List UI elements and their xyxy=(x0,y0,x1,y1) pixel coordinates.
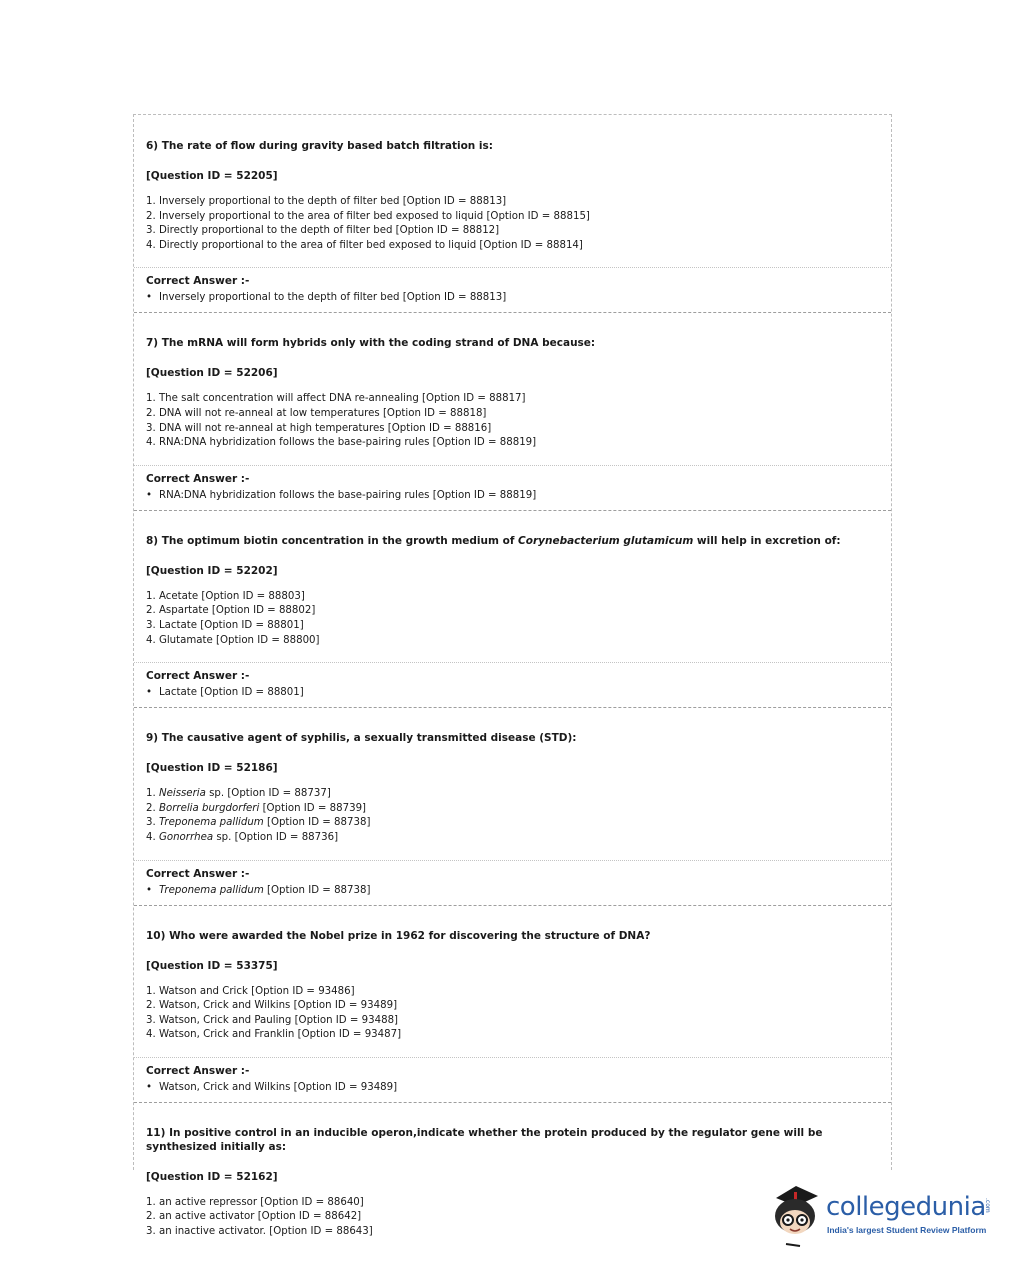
bullet-icon: • xyxy=(146,1081,153,1093)
option-list xyxy=(146,392,879,450)
correct-answer xyxy=(146,884,879,898)
option-item xyxy=(146,787,879,802)
option-item: 2. an active activator [Option ID = 88642] xyxy=(146,1211,362,1223)
species-name: Treponema pallidum xyxy=(159,884,264,896)
question-title: 11) In positive control in an inducible operon,indicate whether the protein produced by the regulator gene will be synthesized initially as: xyxy=(146,1126,823,1153)
species-name: Gonorrhea xyxy=(158,831,214,843)
option-number: 4. xyxy=(146,831,159,843)
bullet-icon: • xyxy=(146,489,153,501)
option-item xyxy=(146,831,879,846)
question-title: 10) Who were awarded the Nobel prize in 1962 for discovering the structure of DNA? xyxy=(146,929,651,942)
option-list xyxy=(146,787,879,845)
collegedunia-logo xyxy=(766,1178,996,1248)
option-item: 2. Aspartate [Option ID = 88802] xyxy=(146,605,316,617)
correct-answer-text: Inversely proportional to the depth of filter bed [Option ID = 88813] xyxy=(159,292,507,304)
logo-domain: .com xyxy=(984,1198,991,1213)
option-item: 3. Lactate [Option ID = 88801] xyxy=(146,619,304,631)
option-item: 3. an inactive activator. [Option ID = 88643] xyxy=(146,1226,373,1238)
question-id: [Question ID = 52205] xyxy=(146,170,278,182)
correct-answer-section xyxy=(134,267,891,312)
correct-answer-text: Lactate [Option ID = 88801] xyxy=(159,687,304,699)
question-title: 7) The mRNA will form hybrids only with the coding strand of DNA because: xyxy=(146,337,596,350)
question-block xyxy=(134,115,891,313)
option-text: [Option ID = 88738] xyxy=(263,817,371,829)
correct-answer-label: Correct Answer :- xyxy=(146,472,250,485)
question-block xyxy=(134,313,891,510)
correct-answer-label: Correct Answer :- xyxy=(146,1064,250,1077)
option-item xyxy=(146,802,879,817)
question-title: 6) The rate of flow during gravity based batch filtration is: xyxy=(146,140,493,152)
correct-answer-section xyxy=(134,860,891,905)
correct-answer-section xyxy=(134,662,891,707)
correct-answer-label: Correct Answer :- xyxy=(146,867,250,880)
question-block xyxy=(134,511,891,708)
option-item: 2. Watson, Crick and Wilkins [Option ID = 93489] xyxy=(146,1000,398,1012)
correct-answer-text: Watson, Crick and Wilkins [Option ID = 93489] xyxy=(159,1081,398,1093)
option-item: 4. Glutamate [Option ID = 88800] xyxy=(146,634,320,646)
correct-answer-label: Correct Answer :- xyxy=(146,670,250,683)
option-item: 1. an active repressor [Option ID = 88640] xyxy=(146,1196,364,1208)
option-item: 1. Inversely proportional to the depth of filter bed [Option ID = 88813] xyxy=(146,196,507,207)
option-item: 3. Directly proportional to the depth of filter bed [Option ID = 88812] xyxy=(146,225,500,237)
option-item: 3. Watson, Crick and Pauling [Option ID = 93488] xyxy=(146,1014,399,1026)
question-id: [Question ID = 52206] xyxy=(146,367,278,380)
logo-wordmark: collegedunia xyxy=(826,1192,986,1222)
species-name: Corynebacterium glutamicum xyxy=(518,534,694,547)
mascot-icon xyxy=(766,1178,826,1248)
question-id: [Question ID = 52162] xyxy=(146,1170,278,1183)
bullet-icon: • xyxy=(146,292,153,304)
option-text: [Option ID = 88739] xyxy=(259,802,367,814)
question-title-text: 8) The optimum biotin concentration in the growth medium of xyxy=(146,534,519,547)
question-id: [Question ID = 52186] xyxy=(146,762,278,775)
option-item: 2. Inversely proportional to the area of filter bed exposed to liquid [Option ID = 88815] xyxy=(146,210,590,222)
option-number: 2. xyxy=(146,802,159,814)
species-name: Borrelia burgdorferi xyxy=(158,802,260,814)
correct-answer xyxy=(146,291,879,305)
species-name: Neisseria xyxy=(158,788,206,800)
correct-answer xyxy=(146,686,879,700)
species-name: Treponema pallidum xyxy=(158,817,264,829)
option-item: 4. Watson, Crick and Franklin [Option ID = 93487] xyxy=(146,1029,402,1041)
question-id: [Question ID = 52202] xyxy=(146,564,278,577)
option-list xyxy=(146,195,879,253)
question-block xyxy=(134,906,891,1103)
bullet-icon: • xyxy=(146,687,153,699)
question-block xyxy=(134,708,891,905)
option-number: 1. xyxy=(146,788,159,800)
question-sheet xyxy=(133,114,892,1238)
logo-tagline: India's largest Student Review Platform xyxy=(827,1225,987,1235)
correct-answer-text: RNA:DNA hybridization follows the base-pairing rules [Option ID = 88819] xyxy=(159,489,537,501)
option-item: 4. Directly proportional to the area of filter bed exposed to liquid [Option ID = 88814] xyxy=(146,239,583,251)
option-number: 3. xyxy=(146,817,159,829)
question-id: [Question ID = 53375] xyxy=(146,959,278,972)
option-item xyxy=(146,816,879,831)
correct-answer-section xyxy=(134,465,891,510)
option-item: 3. DNA will not re-anneal at high temperatures [Option ID = 88816] xyxy=(146,422,492,434)
correct-answer xyxy=(146,489,879,503)
question-title xyxy=(146,534,879,548)
option-item: 1. Acetate [Option ID = 88803] xyxy=(146,590,305,602)
correct-answer-section xyxy=(134,1057,891,1102)
option-item: 2. DNA will not re-anneal at low temperatures [Option ID = 88818] xyxy=(146,407,487,419)
correct-answer xyxy=(146,1081,879,1095)
question-title-text: will help in excretion of: xyxy=(693,534,841,547)
option-item: 1. Watson and Crick [Option ID = 93486] xyxy=(146,985,355,997)
question-title: 9) The causative agent of syphilis, a sexually transmitted disease (STD): xyxy=(146,732,577,745)
option-item: 1. The salt concentration will affect DNA re-annealing [Option ID = 88817] xyxy=(146,393,526,405)
bullet-icon: • xyxy=(146,884,153,896)
option-text: sp. [Option ID = 88737] xyxy=(205,788,331,800)
option-item: 4. RNA:DNA hybridization follows the base-pairing rules [Option ID = 88819] xyxy=(146,437,537,449)
correct-answer-label: Correct Answer :- xyxy=(146,275,250,288)
option-list xyxy=(146,985,879,1043)
option-text: sp. [Option ID = 88736] xyxy=(213,831,339,843)
option-list xyxy=(146,590,879,648)
correct-answer-text: [Option ID = 88738] xyxy=(263,884,371,896)
